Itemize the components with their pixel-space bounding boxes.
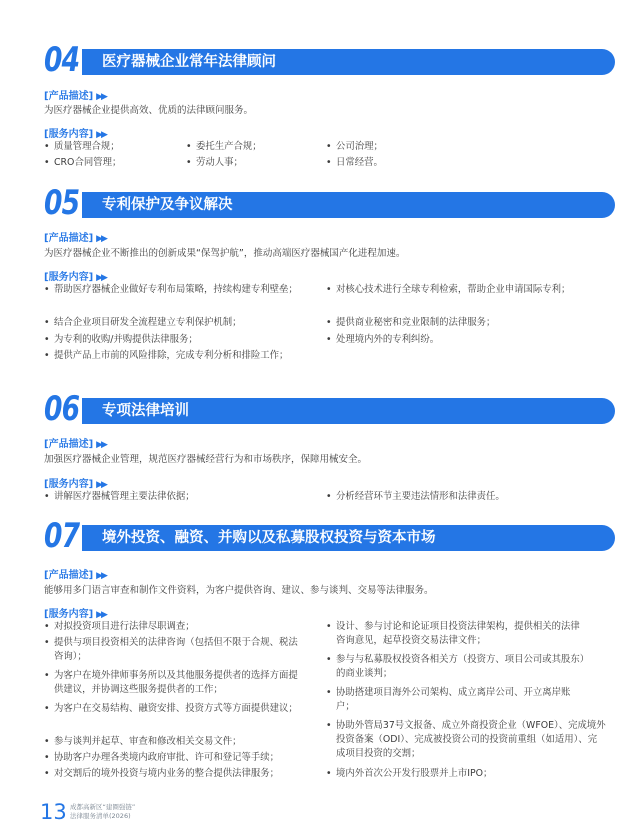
service-item: • 公司治理；	[326, 141, 383, 152]
service-content-label: [服务内容] ▶▶	[44, 129, 106, 140]
service-item: • 协助搭建项目海外公司架构、成立离岸公司、开立离岸账户；	[326, 687, 571, 712]
service-item: • 协助客户办理各类境内政府审批、许可和登记等手续；	[44, 752, 280, 763]
section-title: 专利保护及争议解决	[102, 197, 233, 213]
service-item: • 提供与项目投资相关的法律咨询（包括但不限于合规、税法咨询）；	[44, 637, 298, 662]
section-banner	[82, 49, 615, 75]
service-item: • 对核心技术进行全球专利检索，帮助企业申请国际专利；	[326, 284, 571, 295]
section-number: 04	[44, 40, 80, 80]
service-item: • 委托生产合规；	[186, 141, 262, 152]
service-item: • 为专利的收购/并购提供法律服务；	[44, 334, 198, 345]
service-item: • 劳动人事；	[186, 157, 243, 168]
service-item: • 为客户在交易结构、融资安排、投资方式等方面提供建议；	[44, 703, 298, 714]
service-item: • 为客户在境外律师事务所以及其他服务提供者的选择方面提供建议，并协调这些服务提供者的工作；	[44, 670, 298, 695]
service-item: • 日常经营。	[326, 157, 383, 168]
service-content-label: [服务内容] ▶▶	[44, 479, 106, 490]
service-item: • 提供产品上市前的风险排除，完成专利分析和排险工作；	[44, 350, 289, 361]
service-item: • 讲解医疗器械管理主要法律依据；	[44, 491, 195, 502]
footer-line-1: 成都高新区“建圈强链”	[70, 803, 136, 811]
footer-caption	[70, 803, 135, 820]
service-item: • 提供商业秘密和竞业限制的法律服务；	[326, 317, 496, 328]
service-item: • 分析经营环节主要违法情形和法律责任。	[326, 491, 505, 502]
service-content-label: [服务内容] ▶▶	[44, 609, 106, 620]
service-item: • 结合企业项目研发全流程建立专利保护机制；	[44, 317, 242, 328]
product-desc-text: 为医疗器械企业不断推出的创新成果“保驾护航”，推动高端医疗器械国产化进程加速。	[44, 248, 406, 259]
footer-line-2: 法律服务清单(2026)	[70, 811, 131, 820]
section-number: 06	[44, 389, 80, 429]
product-desc-label: [产品描述] ▶▶	[44, 91, 106, 102]
section-banner	[82, 525, 615, 551]
section-title: 专项法律培训	[102, 403, 189, 419]
service-item: • 协助外管局37号文报备、成立外商投资企业（WFOE）、完成境外投资备案（ODI）、完成被投资公司的投资前重组（如适用）、完成项目投资的交割；	[326, 720, 606, 759]
service-item: • 对交割后的境外投资与境内业务的整合提供法律服务；	[44, 768, 280, 779]
section-number: 07	[44, 516, 80, 556]
service-item: • 参与谈判并起草、审查和修改相关交易文件；	[44, 736, 242, 747]
section-title: 医疗器械企业常年法律顾问	[102, 54, 276, 70]
service-item: • 境内外首次公开发行股票并上市IPO；	[326, 768, 493, 779]
section-number: 05	[44, 183, 80, 223]
section-title: 境外投资、融资、并购以及私募股权投资与资本市场	[102, 530, 436, 546]
product-desc-text: 为医疗器械企业提供高效、优质的法律顾问服务。	[44, 105, 254, 116]
service-item: • 对拟投资项目进行法律尽职调查；	[44, 621, 195, 632]
service-item: • CRO合同管理；	[44, 157, 122, 168]
service-item: • 参与与私募股权投资各相关方（投资方、项目公司或其股东）的商业谈判；	[326, 654, 585, 679]
page-number: 13	[40, 800, 67, 824]
service-content-label: [服务内容] ▶▶	[44, 272, 106, 283]
service-item: • 帮助医疗器械企业做好专利布局策略，持续构建专利壁垒；	[44, 284, 298, 295]
product-desc-label: [产品描述] ▶▶	[44, 233, 106, 244]
product-desc-text: 加强医疗器械企业管理，规范医疗器械经营行为和市场秩序，保障用械安全。	[44, 454, 368, 465]
product-desc-label: [产品描述] ▶▶	[44, 439, 106, 450]
product-desc-text: 能够用多门语言审查和制作文件资料，为客户提供咨询、建议、参与谈判、交易等法律服务。	[44, 585, 434, 596]
product-desc-label: [产品描述] ▶▶	[44, 570, 106, 581]
service-item: • 处理境内外的专利纠纷。	[326, 334, 440, 345]
service-item: • 质量管理合规；	[44, 141, 120, 152]
service-item: • 设计、参与讨论和论证项目投资法律架构，提供相关的法律咨询意见，起草投资交易法律文件；	[326, 621, 580, 646]
section-banner	[82, 192, 615, 218]
section-banner	[82, 398, 615, 424]
